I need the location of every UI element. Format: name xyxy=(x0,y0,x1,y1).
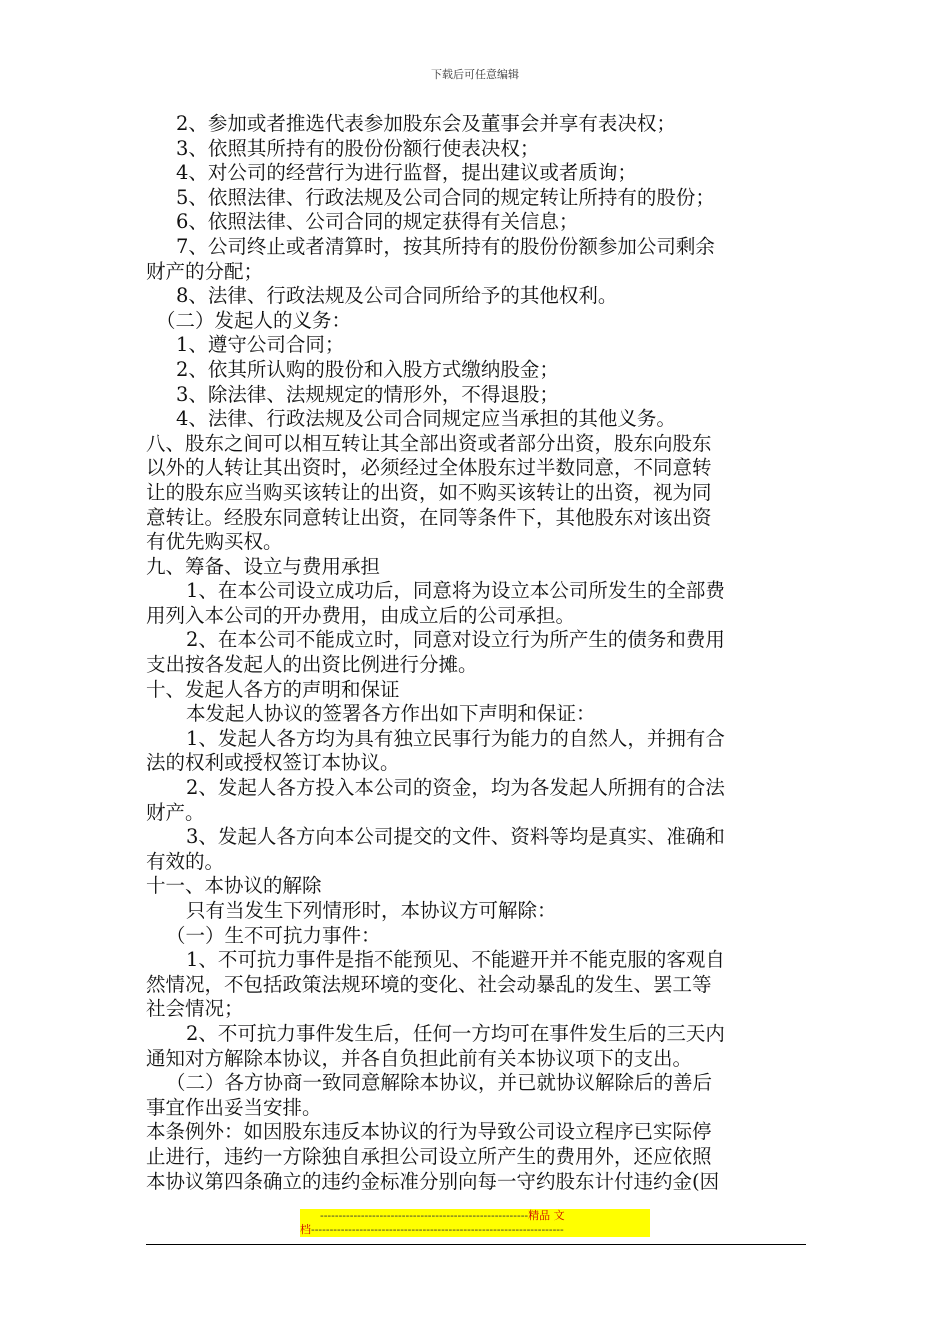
paragraph-line: 用列入本公司的开办费用，由成立后的公司承担。 xyxy=(146,603,576,627)
page-header: 下载后可任意编辑 xyxy=(431,68,519,81)
paragraph-line: 有效的。 xyxy=(146,849,225,873)
paragraph-line: 2、参加或者推选代表参加股东会及董事会并享有表决权； xyxy=(176,112,676,135)
paragraph-line: 有优先购买权。 xyxy=(146,530,283,554)
paragraph-line: 意转让。经股东同意转让出资，在同等条件下，其他股东对该出资 xyxy=(146,505,712,529)
footer-dashes-1: -------------------------------------------------------- xyxy=(320,1209,529,1222)
paragraph-line: 社会情况； xyxy=(146,997,244,1021)
paragraph-line: 只有当发生下列情形时，本协议方可解除： xyxy=(186,899,557,922)
paragraph-line: （一）生不可抗力事件： xyxy=(166,923,381,947)
footer-watermark xyxy=(300,1209,650,1237)
paragraph-line: （二）发起人的义务： xyxy=(156,308,352,332)
footer-line-1 xyxy=(300,1209,650,1223)
paragraph-line: 本条例外：如因股东违反本协议的行为导致公司设立程序已实际停 xyxy=(146,1120,712,1144)
footer-label-1: 精品 文 xyxy=(528,1209,565,1222)
paragraph-line: 让的股东应当购买该转让的出资，如不购买该转让的出资，视为同 xyxy=(146,480,712,504)
paragraph-line: （二）各方协商一致同意解除本协议，并已就协议解除后的善后 xyxy=(166,1071,713,1095)
footer-dashes-2: -------------------------------------------------------------------- xyxy=(311,1223,564,1236)
paragraph-line: 6、依照法律、公司合同的规定获得有关信息； xyxy=(176,210,579,234)
footer-label-2: 档 xyxy=(300,1223,311,1236)
paragraph-line: 本协议第四条确立的违约金标准分别向每一守约股东计付违约金(因 xyxy=(146,1169,720,1193)
paragraph-line: 本发起人协议的签署各方作出如下声明和保证： xyxy=(186,702,596,726)
paragraph-line: 1、在本公司设立成功后，同意将为设立本公司所发生的全部费 xyxy=(186,579,725,603)
paragraph-line: 4、对公司的经营行为进行监督，提出建议或者质询； xyxy=(176,161,637,185)
footer-rule xyxy=(146,1244,806,1245)
paragraph-line: 十一、本协议的解除 xyxy=(146,874,322,898)
paragraph-line: 1、不可抗力事件是指不能预见、不能避开并不能克服的客观自 xyxy=(186,948,725,972)
document-body xyxy=(146,112,810,1194)
paragraph-line: 财产。 xyxy=(146,800,205,824)
paragraph-line: 以外的人转让其出资时，必须经过全体股东过半数同意，不同意转 xyxy=(146,456,712,480)
footer-line-2 xyxy=(300,1223,650,1237)
paragraph-line: 3、除法律、法规规定的情形外，不得退股； xyxy=(176,382,559,406)
paragraph-line: 5、依照法律、行政法规及公司合同的规定转让所持有的股份； xyxy=(176,185,715,209)
paragraph-line: 2、发起人各方投入本公司的资金，均为各发起人所拥有的合法 xyxy=(186,776,725,800)
paragraph-line: 财产的分配； xyxy=(146,259,264,283)
paragraph-line: 事宜作出妥当安排。 xyxy=(146,1095,322,1119)
paragraph-line: 九、筹备、设立与费用承担 xyxy=(146,554,381,578)
paragraph-line: 1、发起人各方均为具有独立民事行为能力的自然人，并拥有合 xyxy=(186,726,725,750)
paragraph-line: 3、发起人各方向本公司提交的文件、资料等均是真实、准确和 xyxy=(186,825,725,849)
paragraph-line: 支出按各发起人的出资比例进行分摊。 xyxy=(146,653,478,677)
paragraph-line: 2、在本公司不能成立时，同意对设立行为所产生的债务和费用 xyxy=(186,628,725,652)
paragraph-line: 法的权利或授权签订本协议。 xyxy=(146,751,400,775)
paragraph-line: 止进行，违约一方除独自承担公司设立所产生的费用外，还应依照 xyxy=(146,1144,712,1168)
paragraph-line: 十、发起人各方的声明和保证 xyxy=(146,677,400,701)
paragraph-line: 2、依其所认购的股份和入股方式缴纳股金； xyxy=(176,357,559,381)
paragraph-line: 3、依照其所持有的股份份额行使表决权； xyxy=(176,136,540,160)
paragraph-line: 1、遵守公司合同； xyxy=(176,333,345,357)
paragraph-line: 八、股东之间可以相互转让其全部出资或者部分出资，股东向股东 xyxy=(146,431,712,455)
paragraph-line: 8、法律、行政法规及公司合同所给予的其他权利。 xyxy=(176,284,618,308)
paragraph-line: 2、不可抗力事件发生后，任何一方均可在事件发生后的三天内 xyxy=(186,1021,725,1045)
paragraph-line: 然情况，不包括政策法规环境的变化、社会动暴乱的发生、罢工等 xyxy=(146,972,712,996)
paragraph-line: 7、公司终止或者清算时，按其所持有的股份份额参加公司剩余 xyxy=(176,234,715,258)
paragraph-line: 通知对方解除本协议，并各自负担此前有关本协议项下的支出。 xyxy=(146,1046,693,1070)
paragraph-line: 4、法律、行政法规及公司合同规定应当承担的其他义务。 xyxy=(176,407,676,431)
